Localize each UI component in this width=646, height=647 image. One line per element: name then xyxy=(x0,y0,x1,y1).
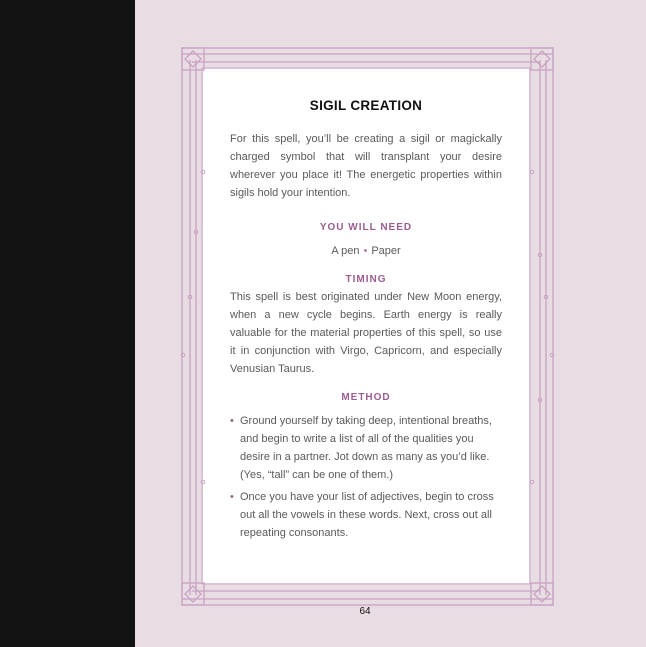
method-steps xyxy=(230,412,502,542)
method-step-text: Ground yourself by taking deep, intentional breaths, and begin to write a list of all of the qualities you desire in a partner. Jot down as many as you’d like. (Yes, “tall” can be one of them.) xyxy=(240,415,492,481)
corner-ornament-br xyxy=(531,583,553,605)
you-will-need-heading: YOU WILL NEED xyxy=(319,222,413,233)
timing-heading: TIMING xyxy=(345,274,387,285)
corner-ornament-tl xyxy=(182,48,204,70)
page-number: 64 xyxy=(359,606,371,617)
supplies-line xyxy=(230,242,502,260)
method-step xyxy=(230,412,502,484)
bullet-dot: • xyxy=(230,415,234,427)
supply-item: A pen xyxy=(331,245,360,257)
method-step xyxy=(230,488,502,542)
corner-ornament-tr xyxy=(531,48,553,70)
supply-item: Paper xyxy=(371,245,401,257)
intro-paragraph: For this spell, you’ll be creating a sigil or magickally charged symbol that will transplant your desire wherever you place it! The energetic properties within sigils hold your intention. xyxy=(230,133,502,199)
corner-ornament-bl xyxy=(182,583,204,605)
bullet-dot: • xyxy=(230,491,234,503)
separator-dot: • xyxy=(363,245,368,257)
timing-paragraph: This spell is best originated under New Moon energy, when a new cycle begins. Earth energy is really valuable for the material properties of this spell, so use it in conjunction with Virgo, Capricorn, and especially Venusian Taurus. xyxy=(230,291,502,375)
page-title: SIGIL CREATION xyxy=(309,98,423,113)
method-step-text: Once you have your list of adjectives, begin to cross out all the vowels in these words. Next, cross out all repeating consonants. xyxy=(240,491,494,539)
page-content xyxy=(230,92,502,546)
method-heading: METHOD xyxy=(341,392,391,403)
